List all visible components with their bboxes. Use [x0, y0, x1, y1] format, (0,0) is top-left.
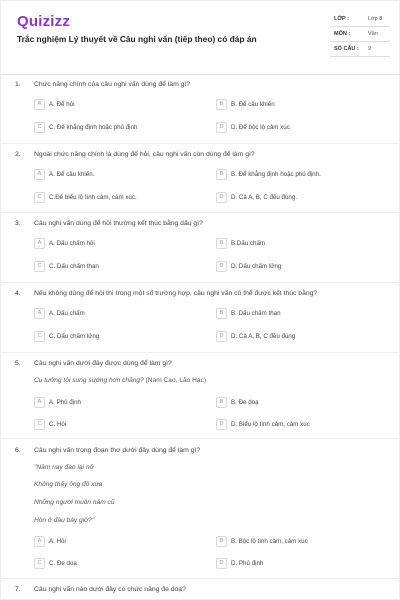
option-letter: C: [34, 122, 45, 133]
question-text: Chức năng chính của câu nghi vấn dùng để làm gì?: [34, 81, 191, 88]
option-b[interactable]: [216, 99, 386, 112]
option-b[interactable]: [216, 536, 386, 549]
question-quote: [34, 377, 206, 384]
option-letter: A: [34, 99, 45, 110]
meta-value: Lớp 8: [368, 16, 383, 22]
option-text: D. Phủ định: [231, 560, 264, 567]
option-text: A. Để cầu khiến.: [49, 171, 95, 178]
option-c[interactable]: [34, 331, 204, 344]
option-letter: B: [216, 536, 227, 547]
option-text: D. Để bộc lộ cảm xúc: [231, 124, 290, 131]
option-letter: C: [34, 192, 45, 203]
option-text: B. Bộc lộ tình cảm, cảm xúc: [231, 538, 308, 545]
option-text: A. Hỏi: [49, 538, 66, 545]
option-a[interactable]: [34, 169, 204, 182]
question-number: 2.: [15, 151, 21, 158]
option-letter: C: [34, 331, 45, 342]
option-a[interactable]: [34, 308, 204, 321]
option-text: C. Hỏi: [49, 421, 67, 428]
option-letter: B: [216, 397, 227, 408]
question-number: 6.: [15, 447, 21, 454]
worksheet-meta: [330, 13, 390, 57]
poem-line: Hồn ở đâu bây giờ?": [34, 517, 95, 524]
option-letter: D: [216, 331, 227, 342]
question-divider: [1, 282, 400, 283]
option-d[interactable]: [216, 261, 386, 274]
option-text: C. Để khẳng định hoặc phủ định: [49, 124, 138, 131]
option-text: D. Dấu chấm lửng: [231, 263, 282, 270]
option-d[interactable]: [216, 122, 386, 135]
question-divider: [1, 143, 400, 144]
option-letter: A: [34, 308, 45, 319]
worksheet-header: [1, 1, 400, 73]
question-number: 1.: [15, 81, 21, 88]
question-text: Câu nghi vấn dùng để hỏi thường kết thúc bằng dấu gì?: [34, 220, 203, 227]
option-text: C. Dấu chấm than: [49, 263, 99, 270]
option-c[interactable]: [34, 419, 204, 432]
worksheet-title: Trắc nghiệm Lý thuyết về Câu nghi vấn (tiếp theo) có đáp án: [17, 34, 257, 44]
option-a[interactable]: [34, 99, 204, 112]
option-text: A. Dấu chấm hỏi: [49, 240, 95, 247]
option-text: B. Để khẳng định hoặc phủ định.: [231, 171, 321, 178]
option-letter: A: [34, 397, 45, 408]
option-text: C. Đe doạ: [49, 560, 77, 567]
option-text: B. Dấu chấm than: [231, 310, 281, 317]
option-b[interactable]: [216, 308, 386, 321]
option-d[interactable]: [216, 558, 386, 571]
question-divider: [1, 438, 400, 439]
question-text: Câu nghi vấn nào dưới đây có chức năng đe doạ?: [34, 586, 186, 593]
option-letter: C: [34, 261, 45, 272]
question-divider: [1, 578, 400, 579]
question-divider: [1, 212, 400, 213]
meta-value: 9: [368, 46, 372, 52]
poem-line: Không thấy ông đồ xưa: [34, 481, 103, 488]
option-b[interactable]: [216, 397, 386, 410]
option-c[interactable]: [34, 122, 204, 135]
question-divider: [1, 352, 400, 353]
meta-label: MÔN :: [334, 31, 351, 37]
option-letter: D: [216, 261, 227, 272]
option-letter: C: [34, 419, 45, 430]
option-a[interactable]: [34, 536, 204, 549]
option-text: B. Để cầu khiến: [231, 101, 275, 108]
option-a[interactable]: [34, 238, 204, 251]
option-letter: B: [216, 99, 227, 110]
option-letter: B: [216, 238, 227, 249]
question-text: Ngoài chức năng chính là dùng để hỏi, câu nghi vấn còn dùng để làm gì?: [34, 151, 255, 158]
meta-label: SỐ CÂU :: [334, 46, 359, 52]
option-letter: D: [216, 122, 227, 133]
question-number: 7.: [15, 586, 21, 593]
option-letter: A: [34, 238, 45, 249]
option-text: B.Dấu chấm: [231, 240, 266, 247]
poem-line: "Năm nay đào lại nở: [34, 464, 94, 471]
question-number: 4.: [15, 290, 21, 297]
question-number: 5.: [15, 360, 21, 367]
meta-row-grade: [330, 13, 390, 27]
option-letter: B: [216, 169, 227, 180]
option-text: D. Cả A, B, C đều đúng: [231, 333, 296, 340]
meta-row-subject: [330, 28, 390, 42]
option-letter: D: [216, 192, 227, 203]
question-text: Câu nghi vấn dưới đây được dùng để làm gì?: [34, 360, 172, 367]
option-a[interactable]: [34, 397, 204, 410]
option-c[interactable]: [34, 261, 204, 274]
quote-text: Cụ tưởng tôi sung sướng hơn chăng?: [34, 377, 144, 384]
option-text: B. Đe doạ: [231, 399, 259, 406]
option-c[interactable]: [34, 558, 204, 571]
option-letter: D: [216, 419, 227, 430]
option-letter: C: [34, 558, 45, 569]
option-text: D. Cả A, B, C đều đúng.: [231, 194, 298, 201]
quizizz-logo[interactable]: Quizizz: [17, 13, 71, 30]
option-text: A. Dấu chấm: [49, 310, 85, 317]
meta-row-count: [330, 43, 390, 57]
option-d[interactable]: [216, 331, 386, 344]
option-text: C. Dấu chấm lửng: [49, 333, 100, 340]
meta-value: Văn: [368, 31, 378, 37]
option-c[interactable]: [34, 192, 204, 205]
option-text: A. Để hỏi: [49, 101, 75, 108]
option-b[interactable]: [216, 169, 386, 182]
question-number: 3.: [15, 220, 21, 227]
option-letter: A: [34, 536, 45, 547]
option-letter: A: [34, 169, 45, 180]
option-letter: B: [216, 308, 227, 319]
option-text: A. Phủ định: [49, 399, 81, 406]
question-text: Nếu không dùng để hỏi thì trong một số trường hợp, câu nghi vấn có thể được kết thúc bằng?: [34, 290, 318, 297]
option-text: C.Để biểu lộ tình cảm, cảm xúc.: [49, 194, 137, 201]
meta-label: LỚP :: [334, 16, 349, 22]
option-b[interactable]: [216, 238, 386, 251]
option-letter: D: [216, 558, 227, 569]
option-d[interactable]: [216, 192, 386, 205]
quote-source: (Nam Cao, Lão Hạc): [143, 377, 207, 384]
header-divider: [1, 74, 400, 75]
question-text: Câu nghi vấn trong đoạn thơ dưới đây dùng để làm gì?: [34, 447, 201, 454]
option-d[interactable]: [216, 419, 386, 432]
poem-line: Những người muôn năm cũ: [34, 499, 115, 506]
option-text: D. Biểu lộ tình cảm, cảm xúc: [231, 421, 310, 428]
